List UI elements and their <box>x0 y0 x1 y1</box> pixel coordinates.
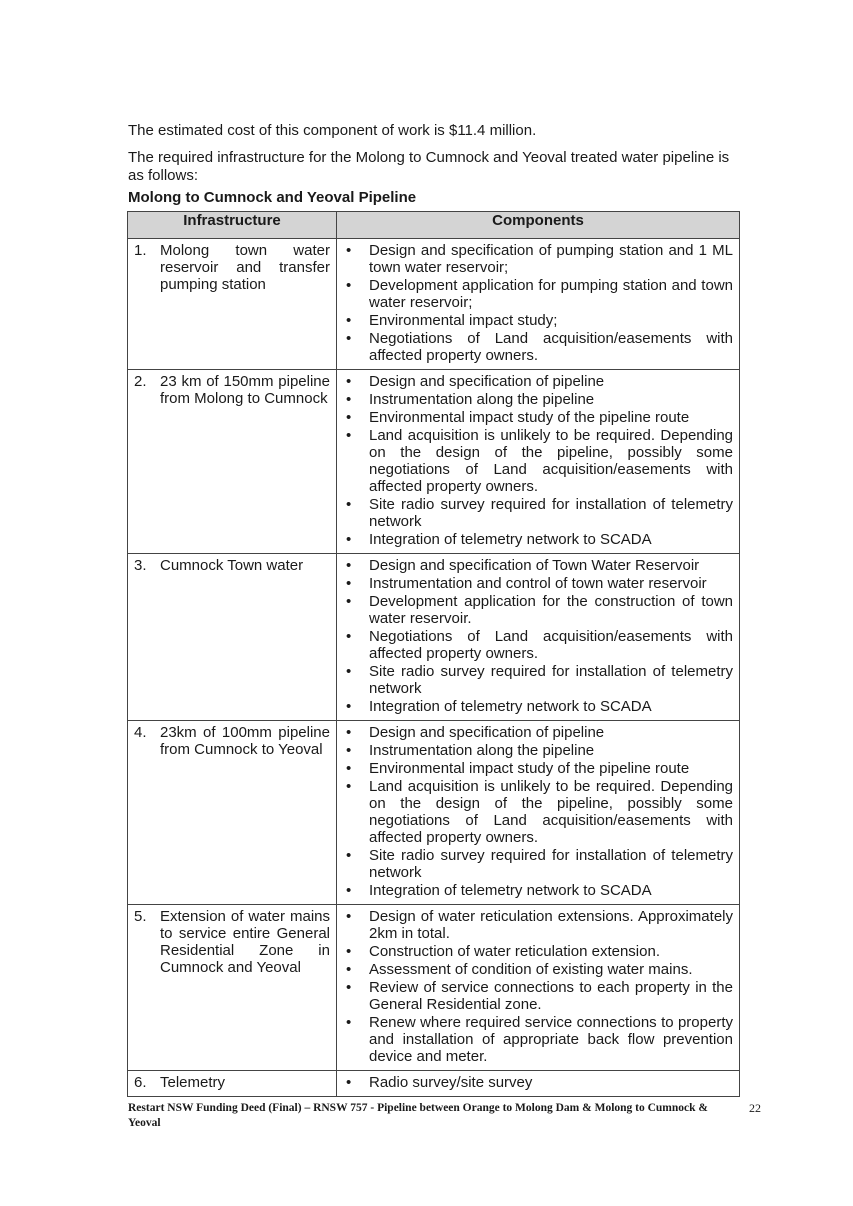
row-number: 3. <box>134 557 147 574</box>
bullet-icon: • <box>346 593 352 610</box>
table-row <box>128 905 740 1071</box>
table-row <box>128 370 740 554</box>
component-text: Development application for the construction of town water reservoir. <box>369 593 733 627</box>
infrastructure-item <box>134 242 330 293</box>
bullet-icon: • <box>346 1074 352 1091</box>
component-text: Land acquisition is unlikely to be required. Depending on the design of the pipeline, possibly some negotiations of Land acquisition/easements with affected property owners. <box>369 427 733 495</box>
component-text: Integration of telemetry network to SCADA <box>369 698 652 715</box>
infrastructure-item <box>134 1074 330 1091</box>
list-item <box>343 409 733 426</box>
row-number: 2. <box>134 373 147 390</box>
components-cell <box>337 721 740 905</box>
infrastructure-cell <box>128 1071 337 1097</box>
infrastructure-table <box>127 211 740 1097</box>
components-list <box>343 724 733 899</box>
list-item <box>343 908 733 942</box>
bullet-icon: • <box>346 979 352 996</box>
component-text: Design and specification of pipeline <box>369 373 605 390</box>
list-item <box>343 698 733 715</box>
list-item <box>343 961 733 978</box>
infrastructure-cell <box>128 554 337 721</box>
table-row <box>128 1071 740 1097</box>
bullet-icon: • <box>346 373 352 390</box>
component-text: Instrumentation along the pipeline <box>369 391 595 408</box>
list-item <box>343 312 733 329</box>
components-cell <box>337 1071 740 1097</box>
bullet-icon: • <box>346 391 352 408</box>
list-item <box>343 778 733 846</box>
bullet-icon: • <box>346 698 352 715</box>
bullet-icon: • <box>346 496 352 513</box>
components-list <box>343 1074 733 1091</box>
components-list <box>343 373 733 548</box>
bullet-icon: • <box>346 557 352 574</box>
list-item <box>343 882 733 899</box>
components-cell <box>337 905 740 1071</box>
component-text: Design of water reticulation extensions. Approximately 2km in total. <box>369 908 733 942</box>
list-item <box>343 742 733 759</box>
bullet-icon: • <box>346 760 352 777</box>
list-item <box>343 242 733 276</box>
bullet-icon: • <box>346 847 352 864</box>
bullet-icon: • <box>346 531 352 548</box>
components-list <box>343 242 733 364</box>
infrastructure-item <box>134 557 330 574</box>
list-item <box>343 1074 733 1091</box>
bullet-icon: • <box>346 778 352 795</box>
component-text: Negotiations of Land acquisition/easements with affected property owners. <box>369 330 733 364</box>
table-body <box>128 239 740 1097</box>
infrastructure-text: Cumnock Town water <box>160 557 304 574</box>
list-item <box>343 277 733 311</box>
table-row <box>128 239 740 370</box>
component-text: Negotiations of Land acquisition/easements with affected property owners. <box>369 628 733 662</box>
list-item <box>343 373 733 390</box>
infrastructure-cell <box>128 370 337 554</box>
component-text: Design and specification of pipeline <box>369 724 605 741</box>
infrastructure-text: Extension of water mains to service entire General Residential Zone in Cumnock and Yeoval <box>160 908 330 976</box>
infrastructure-cell <box>128 721 337 905</box>
page-number: 22 <box>749 1101 761 1115</box>
list-item <box>343 427 733 495</box>
list-item <box>343 760 733 777</box>
infrastructure-item <box>134 724 330 758</box>
infrastructure-item <box>134 373 330 407</box>
list-item <box>343 557 733 574</box>
component-text: Design and specification of Town Water Reservoir <box>369 557 700 574</box>
component-text: Radio survey/site survey <box>369 1074 533 1091</box>
component-text: Design and specification of pumping station and 1 ML town water reservoir; <box>369 242 733 276</box>
section-heading: Molong to Cumnock and Yeoval Pipeline <box>128 189 417 206</box>
bullet-icon: • <box>346 742 352 759</box>
component-text: Environmental impact study of the pipeline route <box>369 760 690 777</box>
infrastructure-text: Molong town water reservoir and transfer pumping station <box>160 242 330 293</box>
infrastructure-cell <box>128 239 337 370</box>
bullet-icon: • <box>346 1014 352 1031</box>
components-cell <box>337 239 740 370</box>
bullet-icon: • <box>346 943 352 960</box>
component-text: Construction of water reticulation extension. <box>369 943 660 960</box>
bullet-icon: • <box>346 409 352 426</box>
component-text: Review of service connections to each property in the General Residential zone. <box>369 979 733 1013</box>
list-item <box>343 979 733 1013</box>
list-item <box>343 943 733 960</box>
list-item <box>343 531 733 548</box>
row-number: 4. <box>134 724 147 741</box>
bullet-icon: • <box>346 427 352 444</box>
component-text: Site radio survey required for installation of telemetry network <box>369 663 733 697</box>
components-cell <box>337 554 740 721</box>
bullet-icon: • <box>346 882 352 899</box>
component-text: Land acquisition is unlikely to be required. Depending on the design of the pipeline, possibly some negotiations of Land acquisition/easements with affected property owners. <box>369 778 733 846</box>
row-number: 5. <box>134 908 147 925</box>
bullet-icon: • <box>346 663 352 680</box>
row-number: 6. <box>134 1074 147 1091</box>
bullet-icon: • <box>346 575 352 592</box>
bullet-icon: • <box>346 628 352 645</box>
list-item <box>343 663 733 697</box>
components-cell <box>337 370 740 554</box>
component-text: Environmental impact study of the pipeline route <box>369 409 690 426</box>
bullet-icon: • <box>346 330 352 347</box>
components-column-header: Components <box>337 212 740 239</box>
table-row <box>128 554 740 721</box>
list-item <box>343 1014 733 1065</box>
bullet-icon: • <box>346 242 352 259</box>
table-header-row <box>128 212 740 239</box>
component-text: Instrumentation and control of town water reservoir <box>369 575 707 592</box>
component-text: Site radio survey required for installation of telemetry network <box>369 496 733 530</box>
infrastructure-text: 23 km of 150mm pipeline from Molong to Cumnock <box>160 373 330 407</box>
list-item <box>343 847 733 881</box>
component-text: Environmental impact study; <box>369 312 558 329</box>
infrastructure-cell <box>128 905 337 1071</box>
list-item <box>343 724 733 741</box>
component-text: Integration of telemetry network to SCADA <box>369 531 652 548</box>
cost-paragraph: The estimated cost of this component of work is $11.4 million. <box>128 122 537 139</box>
list-item <box>343 628 733 662</box>
bullet-icon: • <box>346 724 352 741</box>
infrastructure-intro-paragraph: The required infrastructure for the Molong to Cumnock and Yeoval treated water pipeline is as follows: <box>128 149 730 184</box>
list-item <box>343 330 733 364</box>
list-item <box>343 575 733 592</box>
infrastructure-column-header: Infrastructure <box>128 212 337 239</box>
infrastructure-item <box>134 908 330 976</box>
row-number: 1. <box>134 242 147 259</box>
list-item <box>343 391 733 408</box>
bullet-icon: • <box>346 961 352 978</box>
list-item <box>343 593 733 627</box>
list-item <box>343 496 733 530</box>
components-list <box>343 557 733 715</box>
component-text: Assessment of condition of existing water mains. <box>369 961 693 978</box>
component-text: Instrumentation along the pipeline <box>369 742 595 759</box>
component-text: Integration of telemetry network to SCADA <box>369 882 652 899</box>
bullet-icon: • <box>346 908 352 925</box>
bullet-icon: • <box>346 312 352 329</box>
bullet-icon: • <box>346 277 352 294</box>
components-list <box>343 908 733 1065</box>
document-footer: Restart NSW Funding Deed (Final) – RNSW 757 - Pipeline between Orange to Molong Dam & Molong to Cumnock & Yeoval <box>128 1102 708 1129</box>
component-text: Renew where required service connections to property and installation of appropriate back flow prevention device and meter. <box>369 1014 733 1065</box>
infrastructure-text: 23km of 100mm pipeline from Cumnock to Yeoval <box>160 724 330 758</box>
component-text: Site radio survey required for installation of telemetry network <box>369 847 733 881</box>
table-row <box>128 721 740 905</box>
component-text: Development application for pumping station and town water reservoir; <box>369 277 733 311</box>
infrastructure-text: Telemetry <box>160 1074 226 1091</box>
